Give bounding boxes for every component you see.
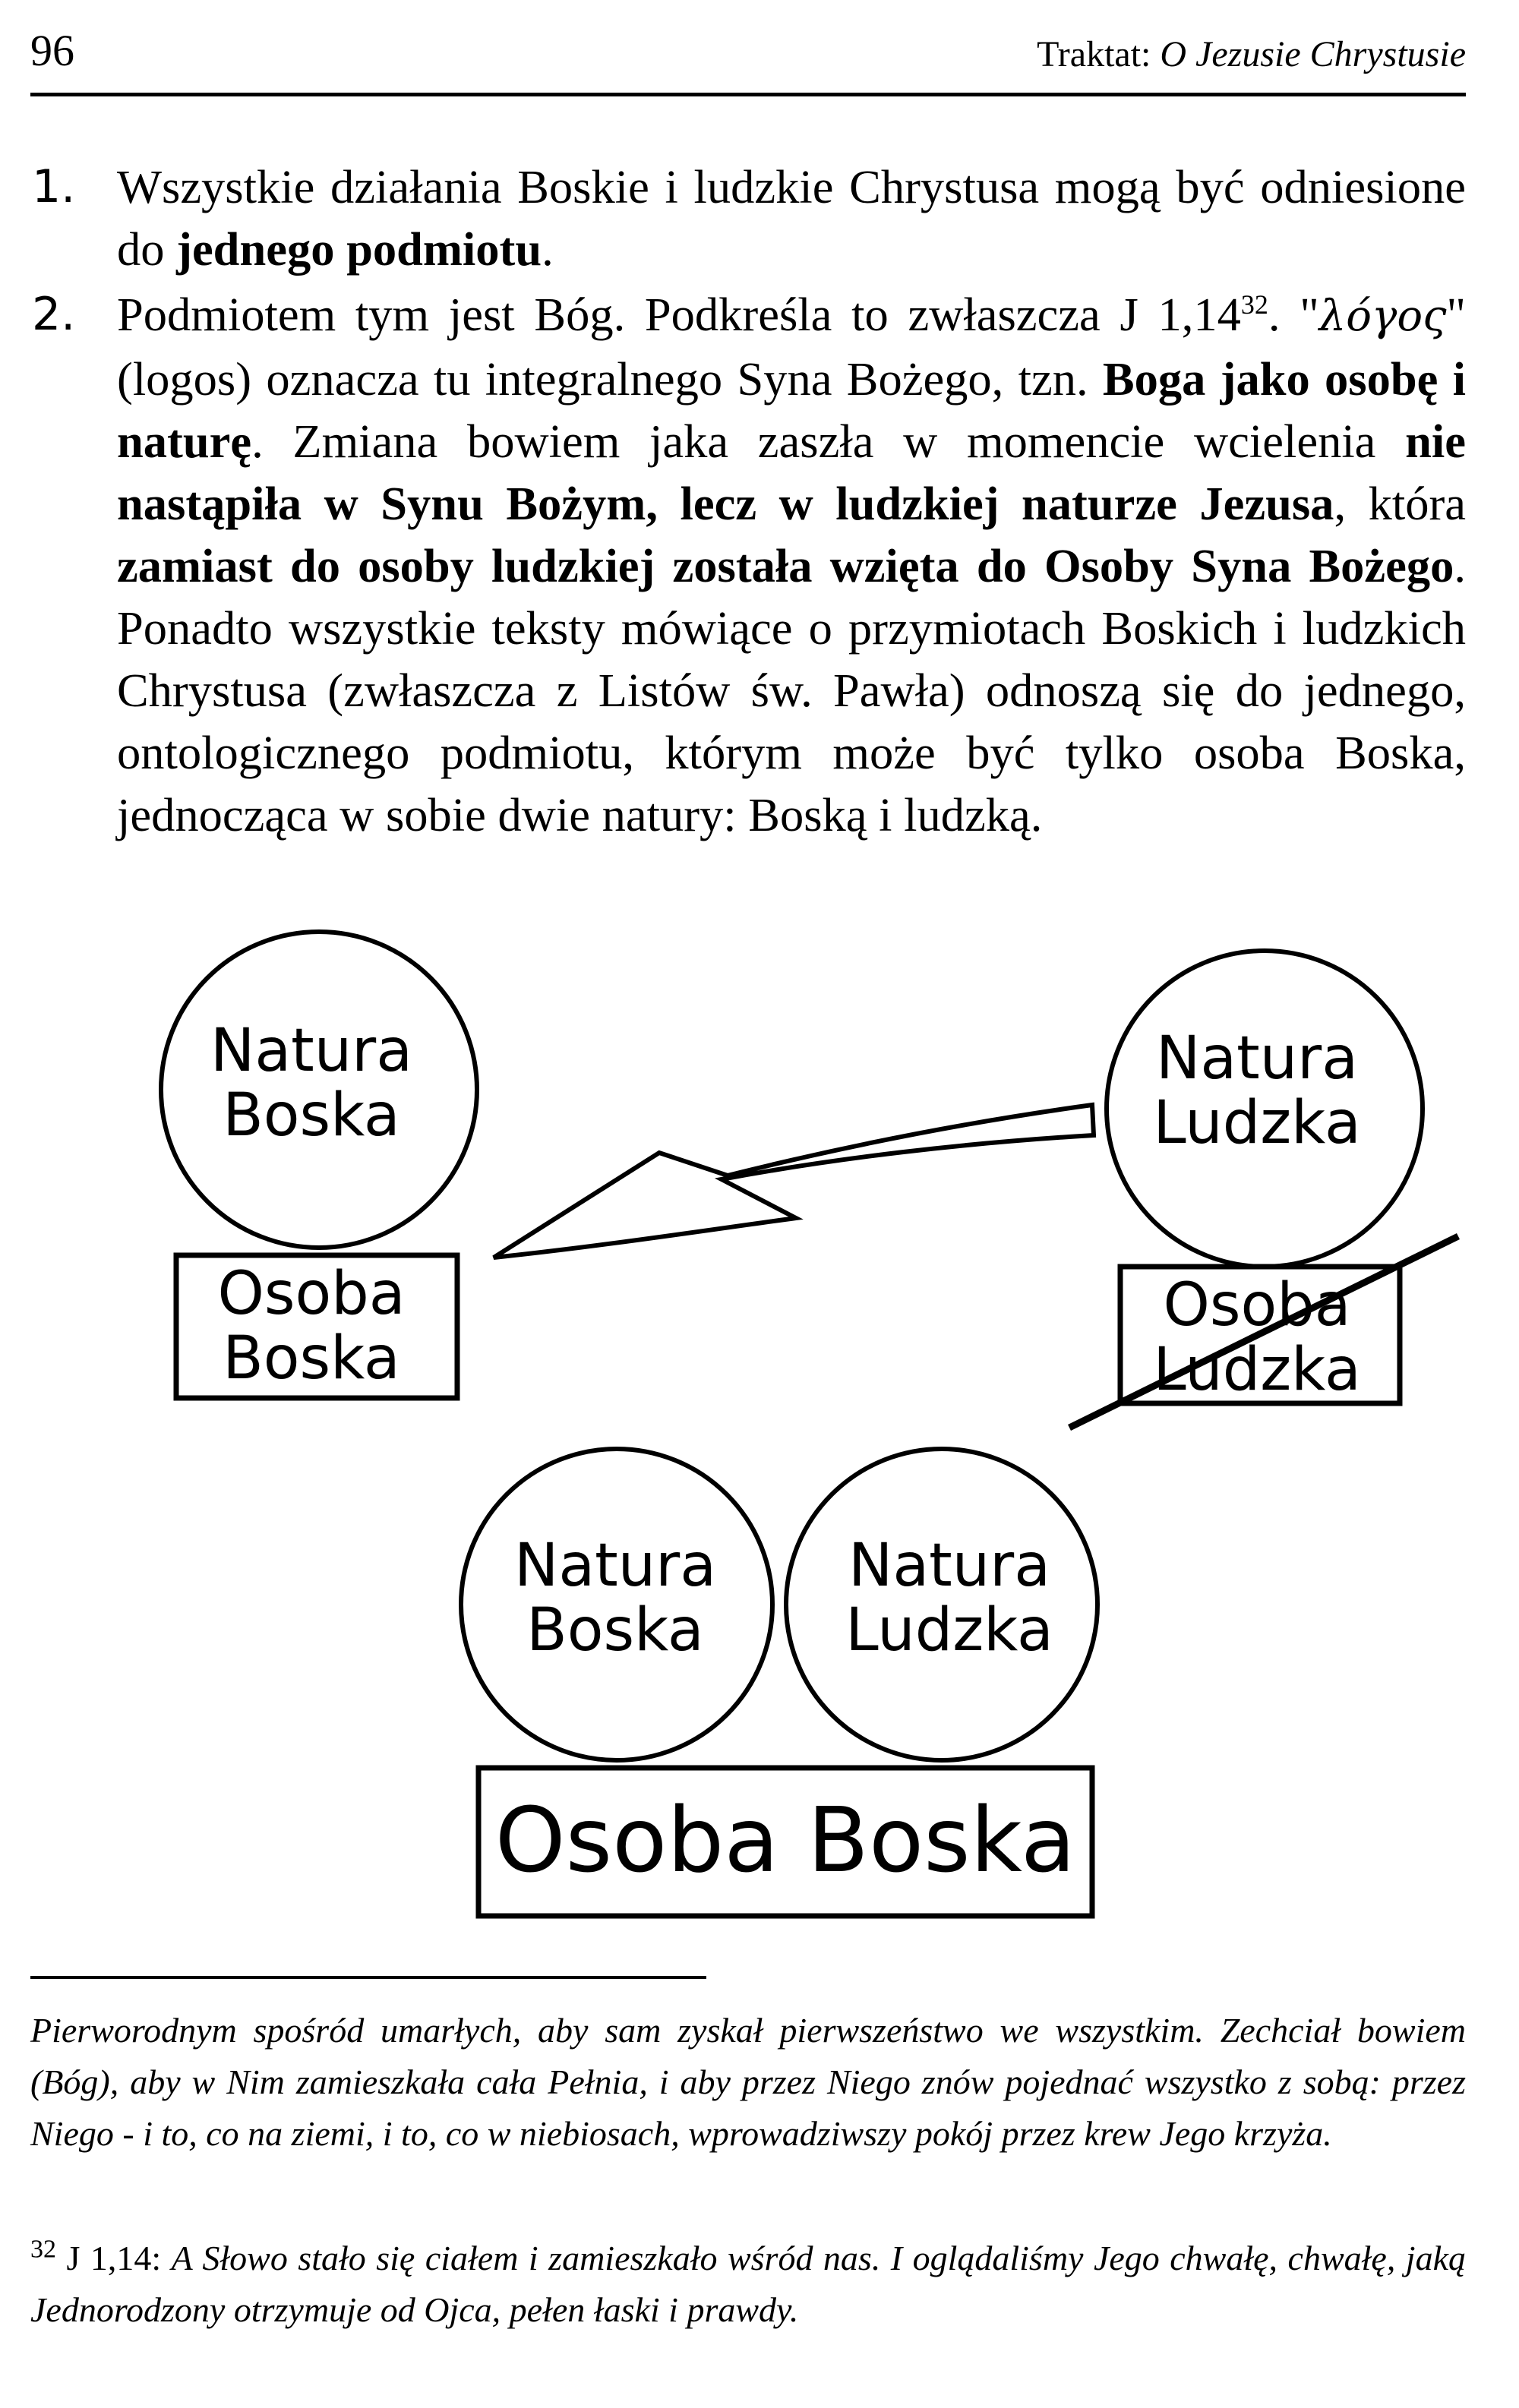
box-label-line: Osoba <box>1163 1271 1351 1340</box>
emphasis: nie nastąpiła w Synu Bożym, lecz w ludzkiej naturze Jezusa <box>117 415 1466 530</box>
emphasis: zamiast do osoby ludzkiej została wzięta do Osoby Syna Bożego <box>117 539 1454 592</box>
footnote-quote: Pierworodnym spośród umarłych, aby sam zyskał pierwszeństwo we wszystkim. Zechciał bowiem (Bóg), aby w Nim zamieszkała cała Pełnia, i aby przez Niego znów pojednać wszystko z sobą: przez Niego - i to, co na ziemi, i to, co w niebiosach, wprowadziwszy pokój przez krew Jego krzyża. <box>30 2011 1466 2153</box>
divine-nature-group <box>161 932 477 1398</box>
running-header <box>1037 36 1466 73</box>
numbered-item-2 <box>32 283 1466 846</box>
footnote-text: A Słowo stało się ciałem i zamieszkało wśród nas. I oglądaliśmy Jego chwałę, chwałę, jaką Jednorodzony otrzymuje od Ojca, pełen łaski i prawdy. <box>30 2239 1466 2329</box>
box-label-line: Ludzka <box>1153 1336 1361 1404</box>
circle-label-line: Boska <box>526 1596 704 1665</box>
human-nature-group <box>1069 951 1458 1428</box>
incarnation-diagram <box>0 911 1519 1929</box>
circle-label-line: Ludzka <box>845 1596 1053 1665</box>
page-number: 96 <box>30 26 74 75</box>
circle-label-line: Ludzka <box>1153 1089 1361 1157</box>
hypostatic-union-group <box>461 1449 1097 1916</box>
greek-word: λόγος <box>1318 292 1447 341</box>
footnote-number: 32 <box>30 2235 56 2264</box>
running-header-title: O Jezusie Chrystusie <box>1160 34 1466 74</box>
footnote-citation: J 1,14: <box>56 2239 172 2277</box>
footnote-32 <box>30 2233 1466 2336</box>
numbered-item-1 <box>32 156 1466 280</box>
running-header-prefix: Traktat: <box>1037 34 1161 74</box>
item-number: 1. <box>32 160 76 213</box>
emphasis: Boga jako osobę i naturę <box>117 352 1467 468</box>
transfer-arrow <box>494 1105 1094 1258</box>
emphasis: jednego podmiotu <box>176 222 542 276</box>
union-person-label: Osoba Boska <box>494 1788 1076 1892</box>
item-number: 2. <box>32 288 76 341</box>
circle-label-line: Natura <box>848 1532 1051 1600</box>
circle-label-line: Natura <box>1155 1024 1359 1093</box>
footnote-rule <box>30 1976 706 1979</box>
item-text: Podmiotem tym jest Bóg. Podkreśla to zwłaszcza J 1,14$^{32}$. "λόγος" (logos) oznacza tu integralnego Syna Bożego, tzn. Boga jako osobę i naturę. Zmiana bowiem jaka zaszła w momencie wcielenia nie nastąpiła w Synu Bożym, lecz w ludzkiej naturze Jezusa, która zamiast do osoby ludzkiej została wzięta do Osoby Syna Bożego. Ponadto wszystkie teksty mówiące o przymiotach Boskich i ludzkich Chrystusa (zwłaszcza z Listów św. Pawła) odnoszą się do jednego, ontologicznego podmiotu, którym może być tylko osoba Boska, jednocząca w sobie dwie natury: Boską i ludzką. <box>117 288 1467 841</box>
footnote-reference: 32 <box>1240 289 1268 320</box>
item-text: Wszystkie działania Boskie i ludzkie Chrystusa mogą być odniesione do jednego podmiotu. <box>117 160 1466 276</box>
box-label-line: Boska <box>223 1324 400 1393</box>
circle-label-line: Natura <box>513 1532 717 1600</box>
box-label-line: Osoba <box>217 1260 406 1328</box>
header-rule <box>30 93 1466 96</box>
circle-label-line: Boska <box>223 1081 400 1150</box>
circle-label-line: Natura <box>210 1017 413 1085</box>
